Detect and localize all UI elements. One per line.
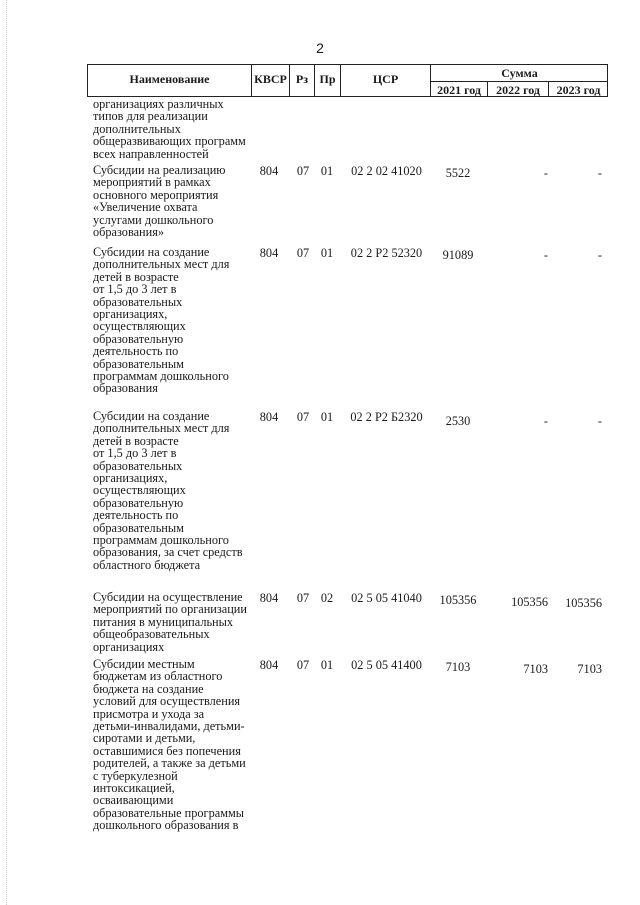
header-divider [430, 81, 608, 82]
row-rz: 07 [296, 246, 310, 260]
header-2023: 2023 год [556, 83, 601, 97]
header-csr: ЦСР [372, 72, 399, 86]
row-csr: 02 2 02 41020 [351, 164, 422, 178]
row-csr: 02 5 05 41040 [351, 591, 422, 605]
row-2022: - [543, 414, 548, 428]
header-pr: Пр [319, 72, 336, 86]
row-2022: 7103 [523, 662, 548, 676]
row-kvsr: 804 [259, 658, 279, 672]
row-kvsr: 804 [259, 164, 279, 178]
row-2022: 105356 [511, 595, 548, 609]
header-rz: Рз [295, 72, 309, 86]
row-2023: - [597, 248, 602, 262]
header-name: Наименование [129, 72, 210, 86]
header-2022: 2022 год [496, 83, 540, 97]
row-pr: 02 [320, 591, 334, 605]
row-name: Субсидии на создание дополнительных мест для детей в возрасте от 1,5 до 3 лет в образовательных организациях, осуществляющих образовательную деятельность по образовательным программам дошкольного образования, за счет средств областного бюджета [93, 409, 243, 572]
header-2021: 2021 год [437, 83, 481, 97]
row-pr: 01 [320, 410, 334, 424]
scan-margin-line [6, 0, 7, 905]
row-2023: - [597, 166, 602, 180]
row-2022: - [543, 166, 548, 180]
row-kvsr: 804 [259, 591, 279, 605]
row-2023: 105356 [565, 596, 602, 610]
row-pr: 01 [320, 658, 334, 672]
row-name: Субсидии на осуществление мероприятий по организации питания в муниципальных общеобразовательных организациях [93, 590, 247, 654]
row-2021: 2530 [445, 414, 471, 428]
continuation-text: организациях различных типов для реализации дополнительных общеразвивающих программ всех направленностей [93, 97, 246, 161]
row-2021: 91089 [442, 248, 474, 262]
header-sum: Сумма [501, 66, 538, 80]
row-csr: 02 5 05 41400 [351, 658, 422, 672]
row-rz: 07 [296, 591, 310, 605]
row-csr: 02 2 P2 Б2320 [350, 410, 423, 424]
header-kvsr: КВСР [254, 72, 287, 86]
row-name: Субсидии на реализацию мероприятий в рамках основного мероприятия «Увеличение охвата услугами дошкольного образования» [93, 163, 226, 240]
row-name: Субсидии на создание дополнительных мест для детей в возрасте от 1,5 до 3 лет в образовательных организациях, осуществляющих образовательную деятельность по образовательным программам дошкольного образования [93, 245, 230, 396]
row-rz: 07 [296, 164, 310, 178]
row-rz: 07 [296, 410, 310, 424]
row-name: Субсидии местным бюджетам из областного бюджета на создание условий для осуществления присмотра и ухода за детьми-инвалидами, детьми- сиротами и детьми, оставшимися без попечения родителей, а также за детьми с туберкулезной интоксикацией, осваивающими образовательные программы дошкольного образования в [93, 657, 246, 833]
row-2023: - [597, 414, 602, 428]
row-kvsr: 804 [259, 410, 279, 424]
row-rz: 07 [296, 658, 310, 672]
page-number: 2 [316, 40, 324, 56]
row-pr: 01 [320, 164, 334, 178]
row-pr: 01 [320, 246, 334, 260]
row-2021: 7103 [445, 660, 471, 674]
row-kvsr: 804 [259, 246, 279, 260]
row-csr: 02 2 P2 52320 [350, 246, 423, 260]
row-2021: 5522 [445, 166, 471, 180]
row-2021: 105356 [439, 593, 477, 607]
row-2023: 7103 [577, 662, 602, 676]
row-2022: - [543, 248, 548, 262]
